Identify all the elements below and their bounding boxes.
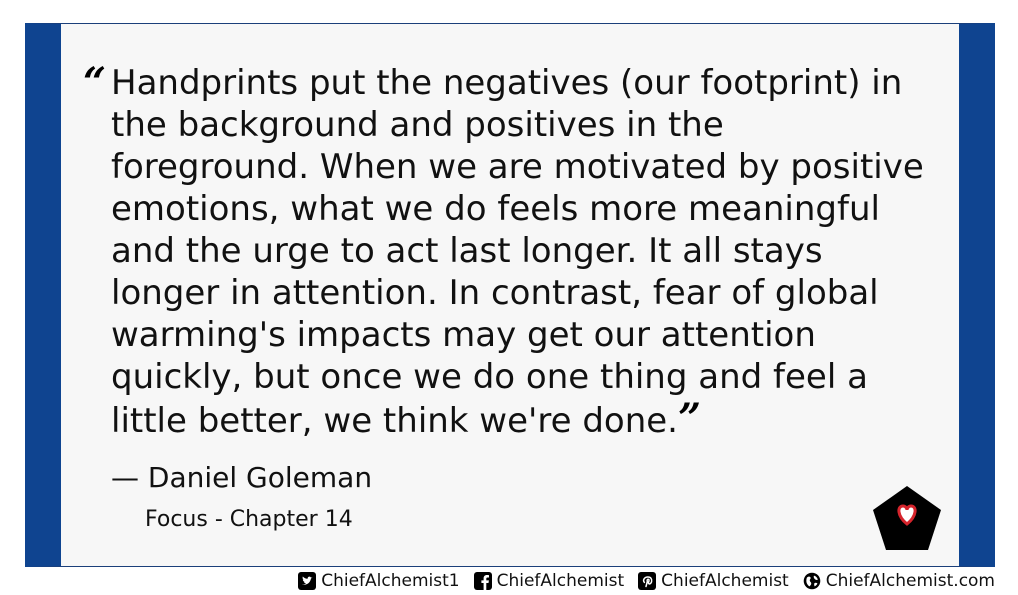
pentagon-heart-logo-icon (871, 484, 943, 552)
twitter-icon (298, 572, 316, 590)
quote-source: Focus - Chapter 14 (145, 507, 353, 532)
pinterest-link[interactable] (638, 570, 789, 592)
quote-author: — Daniel Goleman (111, 461, 373, 494)
website-link[interactable] (803, 570, 995, 592)
website-url: ChiefAlchemist.com (825, 571, 995, 591)
facebook-icon (474, 572, 492, 590)
quote-card (25, 23, 995, 567)
globe-icon (803, 572, 821, 590)
facebook-handle: ChiefAlchemist (496, 571, 625, 591)
pinterest-handle: ChiefAlchemist (661, 571, 789, 591)
twitter-link[interactable] (298, 570, 459, 592)
close-quote-mark: ” (678, 395, 702, 442)
social-footer (298, 570, 995, 592)
pinterest-icon (638, 572, 656, 590)
quote-block (83, 59, 931, 442)
open-quote-mark: “ (83, 59, 107, 106)
quote-text: Handprints put the negatives (our footprint) in the background and positives in the foreground. When we are motivated by positive emotions, what we do feels more meaningful and the urge to act last longer. It all stays longer in attention. In contrast, fear of global warming's impacts may get our attention quickly, but once we do one thing and feel a little better, we think we're done. (111, 63, 924, 441)
facebook-link[interactable] (474, 570, 625, 592)
twitter-handle: ChiefAlchemist1 (321, 571, 460, 591)
